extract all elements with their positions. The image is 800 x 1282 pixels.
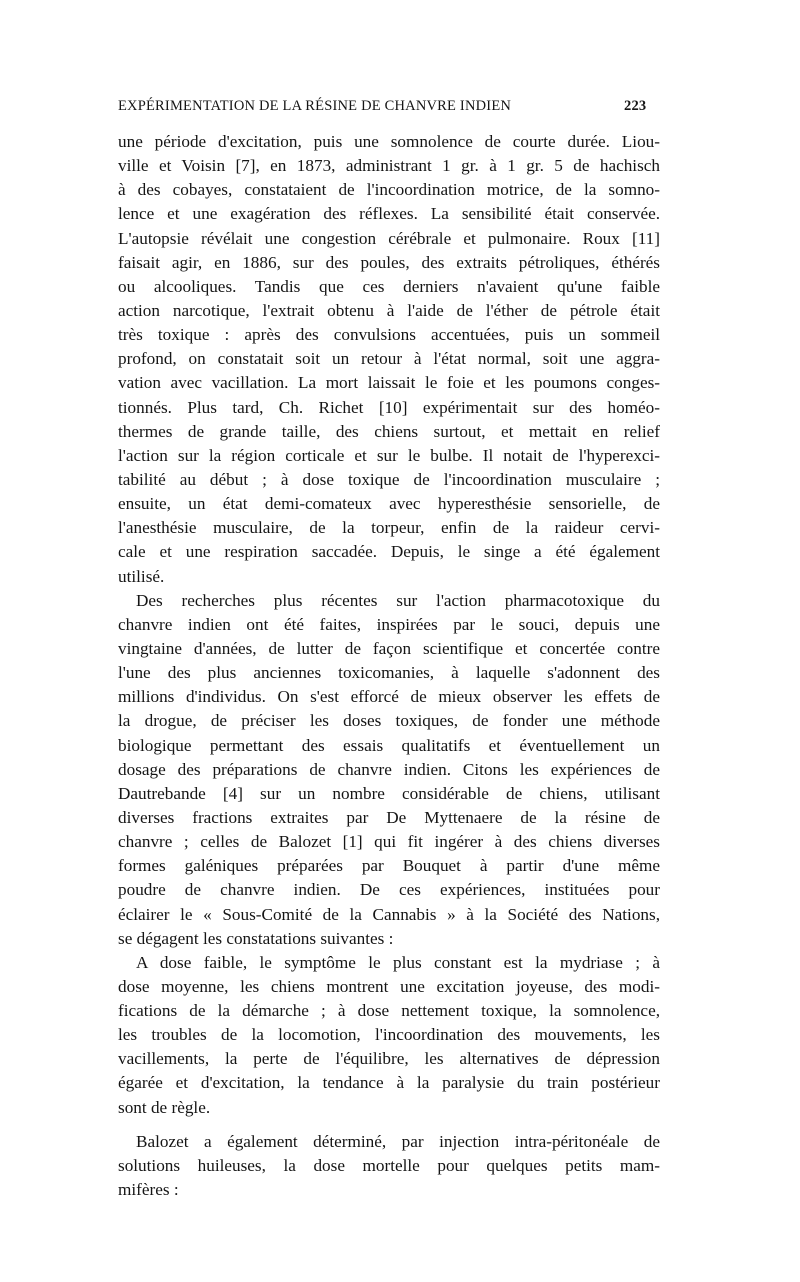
text-line: une période d'excitation, puis une somnolence de courte durée. Liou-	[118, 132, 660, 151]
text-line: égarée et d'excitation, la tendance à la paralysie du train postérieur	[118, 1073, 660, 1093]
text-line: utilisé.	[118, 566, 165, 586]
text-line: millions d'individus. On s'est efforcé de mieux observer les effets de	[118, 687, 660, 707]
text-line: chanvre indien ont été faites, inspirées par le souci, depuis une	[118, 614, 660, 634]
running-title: EXPÉRIMENTATION DE LA RÉSINE DE CHANVRE INDIEN	[118, 98, 512, 114]
text-line: profond, on constatait soit un retour à l'état normal, soit une aggra-	[118, 349, 660, 369]
text-line: la drogue, de préciser les doses toxiques, de fonder une méthode	[118, 711, 660, 731]
text-line: ou alcooliques. Tandis que ces derniers n'avaient qu'une faible	[118, 276, 660, 296]
text-line: tabilité au début ; à dose toxique de l'incoordination musculaire ;	[118, 469, 660, 489]
text-line: Balozet a également déterminé, par injection intra-péritonéale de	[136, 1131, 660, 1151]
text-line: thermes de grande taille, des chiens surtout, et mettait en relief	[118, 421, 660, 441]
text-line: solutions huileuses, la dose mortelle pour quelques petits mam-	[118, 1155, 660, 1175]
text-line: ville et Voisin [7], en 1873, administrant 1 gr. à 1 gr. 5 de hachisch	[118, 156, 660, 176]
text-line: diverses fractions extraites par De Myttenaere de la résine de	[118, 807, 660, 827]
text-line: les troubles de la locomotion, l'incoordination des mouvements, les	[118, 1025, 660, 1045]
text-line: se dégagent les constatations suivantes :	[118, 928, 394, 948]
text-line: très toxique : après des convulsions accentuées, puis un sommeil	[118, 325, 660, 345]
text-line: mifères :	[118, 1180, 179, 1200]
text-line: l'une des plus anciennes toxicomanies, à laquelle s'adonnent des	[118, 663, 660, 683]
text-line: vation avec vacillation. La mort laissait le foie et les poumons conges-	[118, 373, 660, 393]
page-number: 223	[624, 98, 647, 114]
text-line: fications de la démarche ; à dose nettement toxique, la somnolence,	[118, 1001, 660, 1021]
text-line: l'anesthésie musculaire, de la torpeur, enfin de la raideur cervi-	[118, 518, 660, 538]
text-line: formes galéniques préparées par Bouquet à partir d'une même	[118, 856, 660, 876]
text-line: A dose faible, le symptôme le plus constant est la mydriase ; à	[136, 952, 660, 972]
text-line: lence et une exagération des réflexes. La sensibilité était conservée.	[118, 204, 660, 224]
text-line: sont de règle.	[118, 1097, 211, 1117]
paragraph-gap	[118, 1120, 660, 1130]
text-line: dosage des préparations de chanvre indien. Citons les expériences de	[118, 759, 660, 779]
text-line: poudre de chanvre indien. De ces expériences, instituées pour	[118, 880, 660, 900]
text-line: L'autopsie révélait une congestion cérébrale et pulmonaire. Roux [11]	[118, 228, 660, 248]
body-text	[118, 130, 660, 1202]
text-line: à des cobayes, constataient de l'incoordination motrice, de la somno-	[118, 180, 660, 200]
text-line: tionnés. Plus tard, Ch. Richet [10] expérimentait sur des homéo-	[118, 397, 660, 417]
text-line: Dautrebande [4] sur un nombre considérable de chiens, utilisant	[118, 783, 660, 803]
text-line: l'action sur la région corticale et sur le bulbe. Il notait de l'hyperexci-	[118, 445, 660, 465]
text-line: éclairer le « Sous-Comité de la Cannabis » à la Société des Nations,	[118, 904, 660, 924]
text-line: vacillements, la perte de l'équilibre, les alternatives de dépression	[118, 1049, 660, 1069]
text-line: action narcotique, l'extrait obtenu à l'aide de l'éther de pétrole était	[118, 300, 660, 320]
text-line: faisait agir, en 1886, sur des poules, des extraits pétroliques, éthérés	[118, 252, 660, 272]
text-line: Des recherches plus récentes sur l'action pharmacotoxique du	[136, 590, 660, 610]
text-line: cale et une respiration saccadée. Depuis, le singe a été également	[118, 542, 660, 562]
text-line: ensuite, un état demi-comateux avec hyperesthésie sensorielle, de	[118, 494, 660, 514]
text-line: chanvre ; celles de Balozet [1] qui fit ingérer à des chiens diverses	[118, 832, 660, 852]
text-line: biologique permettant des essais qualitatifs et éventuellement un	[118, 735, 660, 755]
text-line: vingtaine d'années, de lutter de façon scientifique et concertée contre	[118, 638, 660, 658]
text-line: dose moyenne, les chiens montrent une excitation joyeuse, des modi-	[118, 976, 660, 996]
